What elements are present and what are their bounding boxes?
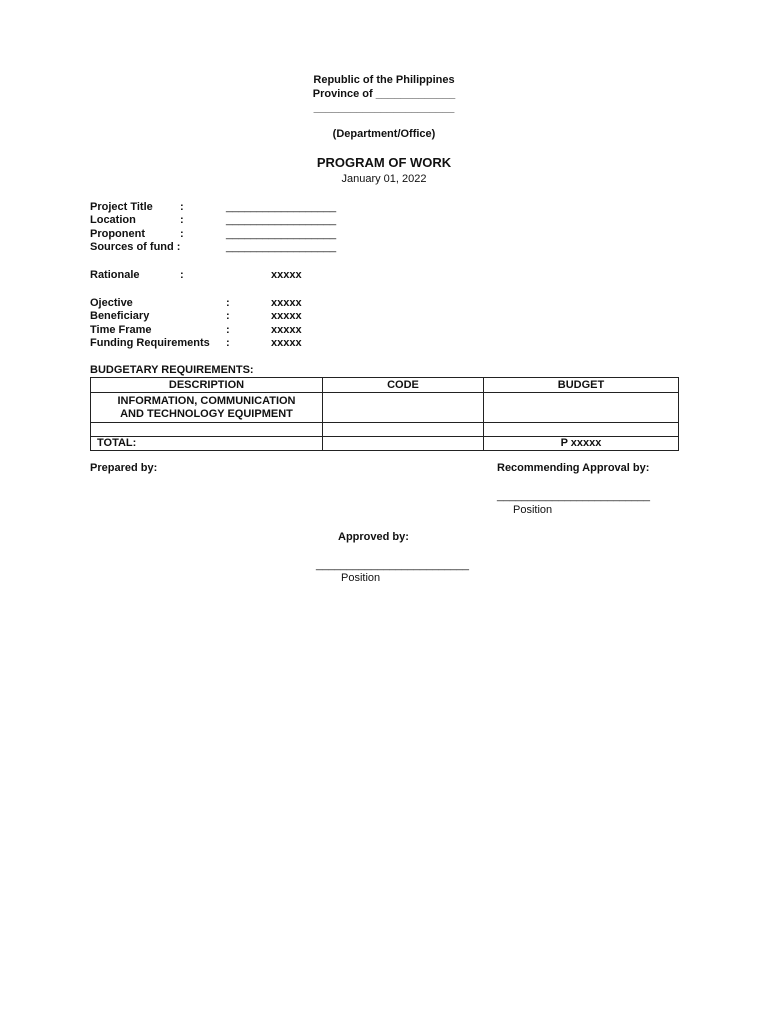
field-label-proponent: Proponent [90, 228, 145, 240]
document-date: January 01, 2022 [341, 173, 427, 185]
field-label-sources-of-fund: Sources of fund : [90, 241, 181, 253]
item-code-cell [323, 393, 484, 423]
detail-colon: : [226, 337, 230, 349]
detail-label-beneficiary: Beneficiary [90, 310, 150, 322]
blank-line: _______________________ [313, 102, 455, 114]
approved-signature-line: _________________________ [316, 559, 469, 571]
field-value-location: __________________ [226, 214, 337, 226]
table-total-row [91, 437, 679, 451]
field-colon: : [180, 214, 184, 226]
item-description-line: INFORMATION, COMMUNICATION [117, 394, 296, 407]
empty-cell [91, 423, 323, 437]
field-value-proponent: __________________ [226, 228, 337, 240]
approved-by-label: Approved by: [338, 531, 409, 543]
approved-position: Position [341, 572, 381, 584]
rationale-label: Rationale [90, 269, 140, 281]
detail-label-objective: Ojective [90, 297, 133, 309]
field-label-location: Location [90, 214, 136, 226]
rationale-value: xxxxx [271, 269, 302, 281]
prepared-by-label: Prepared by: [90, 462, 158, 474]
detail-colon: : [226, 310, 230, 322]
detail-label-time-frame: Time Frame [90, 324, 152, 336]
table-row [91, 393, 679, 423]
recommending-approval-label: Recommending Approval by: [497, 462, 650, 474]
empty-cell [484, 423, 679, 437]
detail-value-beneficiary: xxxxx [271, 310, 302, 322]
budget-table [90, 377, 679, 451]
item-budget-cell [484, 393, 679, 423]
detail-colon: : [226, 297, 230, 309]
department-label: (Department/Office) [332, 128, 436, 140]
republic-heading: Republic of the Philippines [313, 74, 455, 86]
field-colon: : [180, 201, 184, 213]
detail-value-funding-requirements: xxxxx [271, 337, 302, 349]
rationale-colon: : [180, 269, 184, 281]
recommending-signature-line: _________________________ [497, 490, 650, 502]
field-label-project-title: Project Title [90, 201, 153, 213]
table-row-empty [91, 423, 679, 437]
total-label: TOTAL: [91, 437, 323, 451]
budget-heading: BUDGETARY REQUIREMENTS: [90, 364, 254, 376]
recommending-position: Position [513, 504, 553, 516]
table-header-row [91, 378, 679, 393]
detail-label-funding-requirements: Funding Requirements [90, 337, 210, 349]
item-description-cell [91, 393, 323, 423]
item-description-line: AND TECHNOLOGY EQUIPMENT [120, 407, 293, 420]
column-header-budget: BUDGET [484, 378, 679, 393]
column-header-code: CODE [323, 378, 484, 393]
document-title: PROGRAM OF WORK [316, 155, 452, 170]
field-colon: : [180, 228, 184, 240]
detail-value-time-frame: xxxxx [271, 324, 302, 336]
field-value-project-title: __________________ [226, 201, 337, 213]
total-code-cell [323, 437, 484, 451]
detail-value-objective: xxxxx [271, 297, 302, 309]
total-value: P xxxxx [484, 437, 679, 451]
detail-colon: : [226, 324, 230, 336]
field-value-sources-of-fund: __________________ [226, 241, 337, 253]
empty-cell [323, 423, 484, 437]
column-header-description: DESCRIPTION [91, 378, 323, 393]
province-line: Province of _____________ [312, 88, 456, 100]
